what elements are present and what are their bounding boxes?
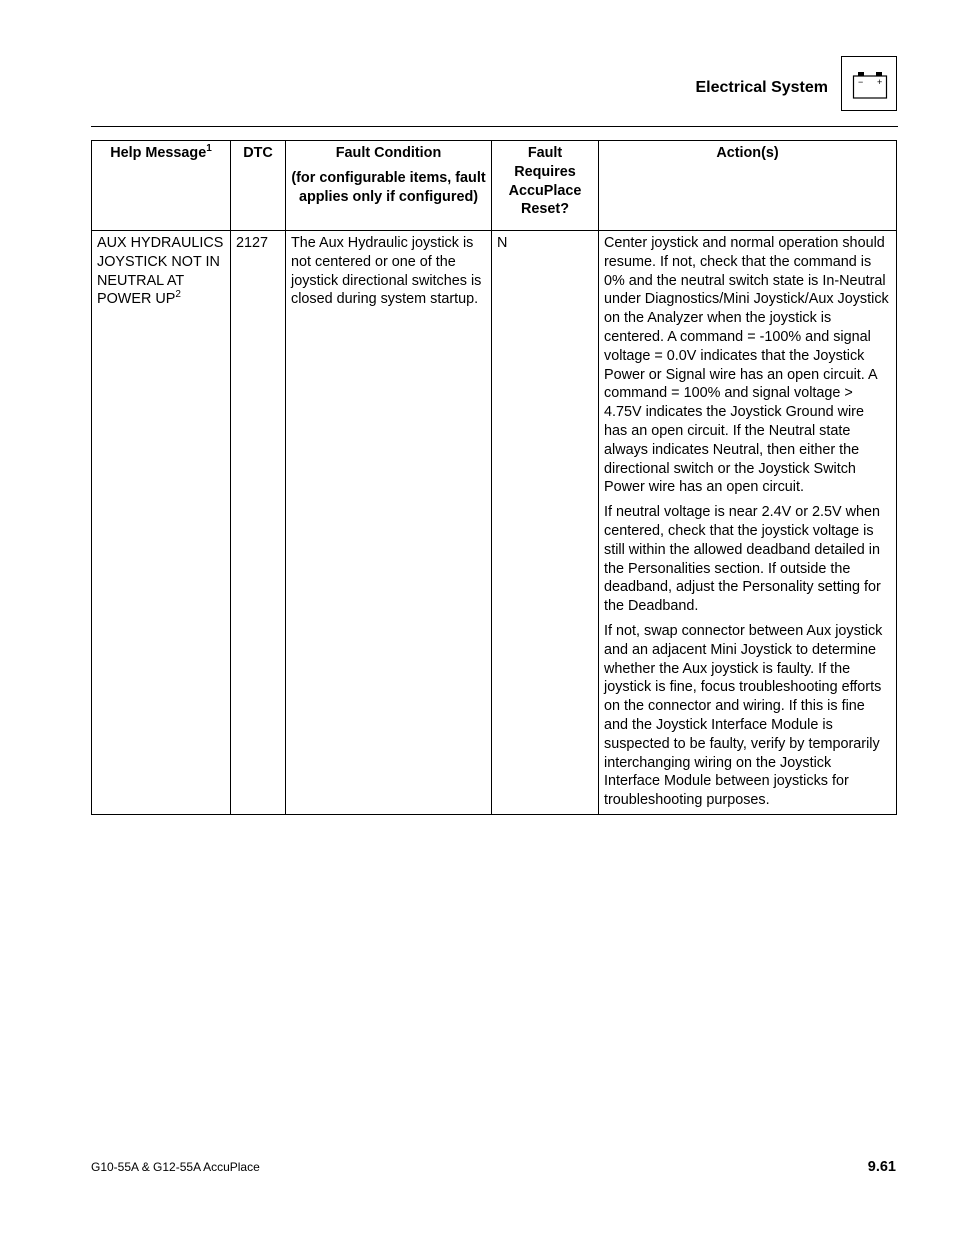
header-help-message: Help Message$^1$ <box>92 141 231 231</box>
page-number: 9.61 <box>867 1159 896 1175</box>
section-title: Electrical System <box>695 79 828 96</box>
header-fault-condition: Fault Condition (for configurable items, fault applies only if configured) <box>286 141 492 231</box>
cell-reset: N <box>492 231 599 815</box>
header-actions: Action(s) <box>599 141 897 231</box>
header-rule <box>91 126 898 127</box>
cell-dtc: 2127 <box>231 231 286 815</box>
cell-help-message: AUX HYDRAULICS JOYSTICK NOT IN NEUTRAL AT POWER $UP^2$ <box>92 231 231 815</box>
battery-plus-sign: + <box>877 77 883 87</box>
battery-icon <box>852 70 888 100</box>
action-paragraph: If neutral voltage is near 2.4V or 2.5V when centered, check that the joystick voltage is still within the allowed deadband detailed in the Personalities section. If outside the deadband, adjust the Personality setting for the Deadband. <box>604 504 881 615</box>
battery-minus-sign: − <box>858 77 864 87</box>
fault-table <box>91 140 897 815</box>
battery-icon-box <box>841 56 897 111</box>
cell-fault-condition: The Aux Hydraulic joystick is not centered or one of the joystick directional switches is closed during system startup. <box>286 231 492 815</box>
footnote-marker: 1 <box>206 143 212 154</box>
action-paragraph: Center joystick and normal operation should resume. If not, check that the command is 0% and the neutral switch state is In-Neutral under Diagnostics/Mini Joystick/Aux Joystick on the Analyzer when the joystick is centered. A command = -100% and signal voltage = 0.0V indicates that the Joystick Power or Signal wire has an open circuit. A command = 100% and signal voltage > 4.75V indicates the Joystick Ground wire has an open circuit. If the Neutral state always indicates Neutral, then either the directional switch or the Joystick Switch Power wire has an open circuit. <box>604 235 889 496</box>
footer-model: G10-55A & G12-55A AccuPlace <box>91 1160 260 1174</box>
header-dtc: DTC <box>231 141 286 231</box>
header-fault-condition-note: (for configurable items, fault applies only if configured) <box>291 169 486 205</box>
table-header-row <box>92 141 897 231</box>
action-paragraph: If not, swap connector between Aux joystick and an adjacent Mini Joystick to determine whether the Aux joystick is faulty. If the joystick is fine, focus troubleshooting efforts on the connector and wiring. If this is fine and the Joystick Interface Module is suspected to be faulty, verify by temporarily interchanging wiring on the Joystick Interface Module between joysticks for troubleshooting purposes. <box>604 622 883 809</box>
header-fault-reset: Fault Requires AccuPlace Reset? <box>492 141 599 231</box>
cell-actions <box>599 231 897 815</box>
footnote-marker: 2 <box>175 289 181 301</box>
table-row <box>92 231 897 815</box>
